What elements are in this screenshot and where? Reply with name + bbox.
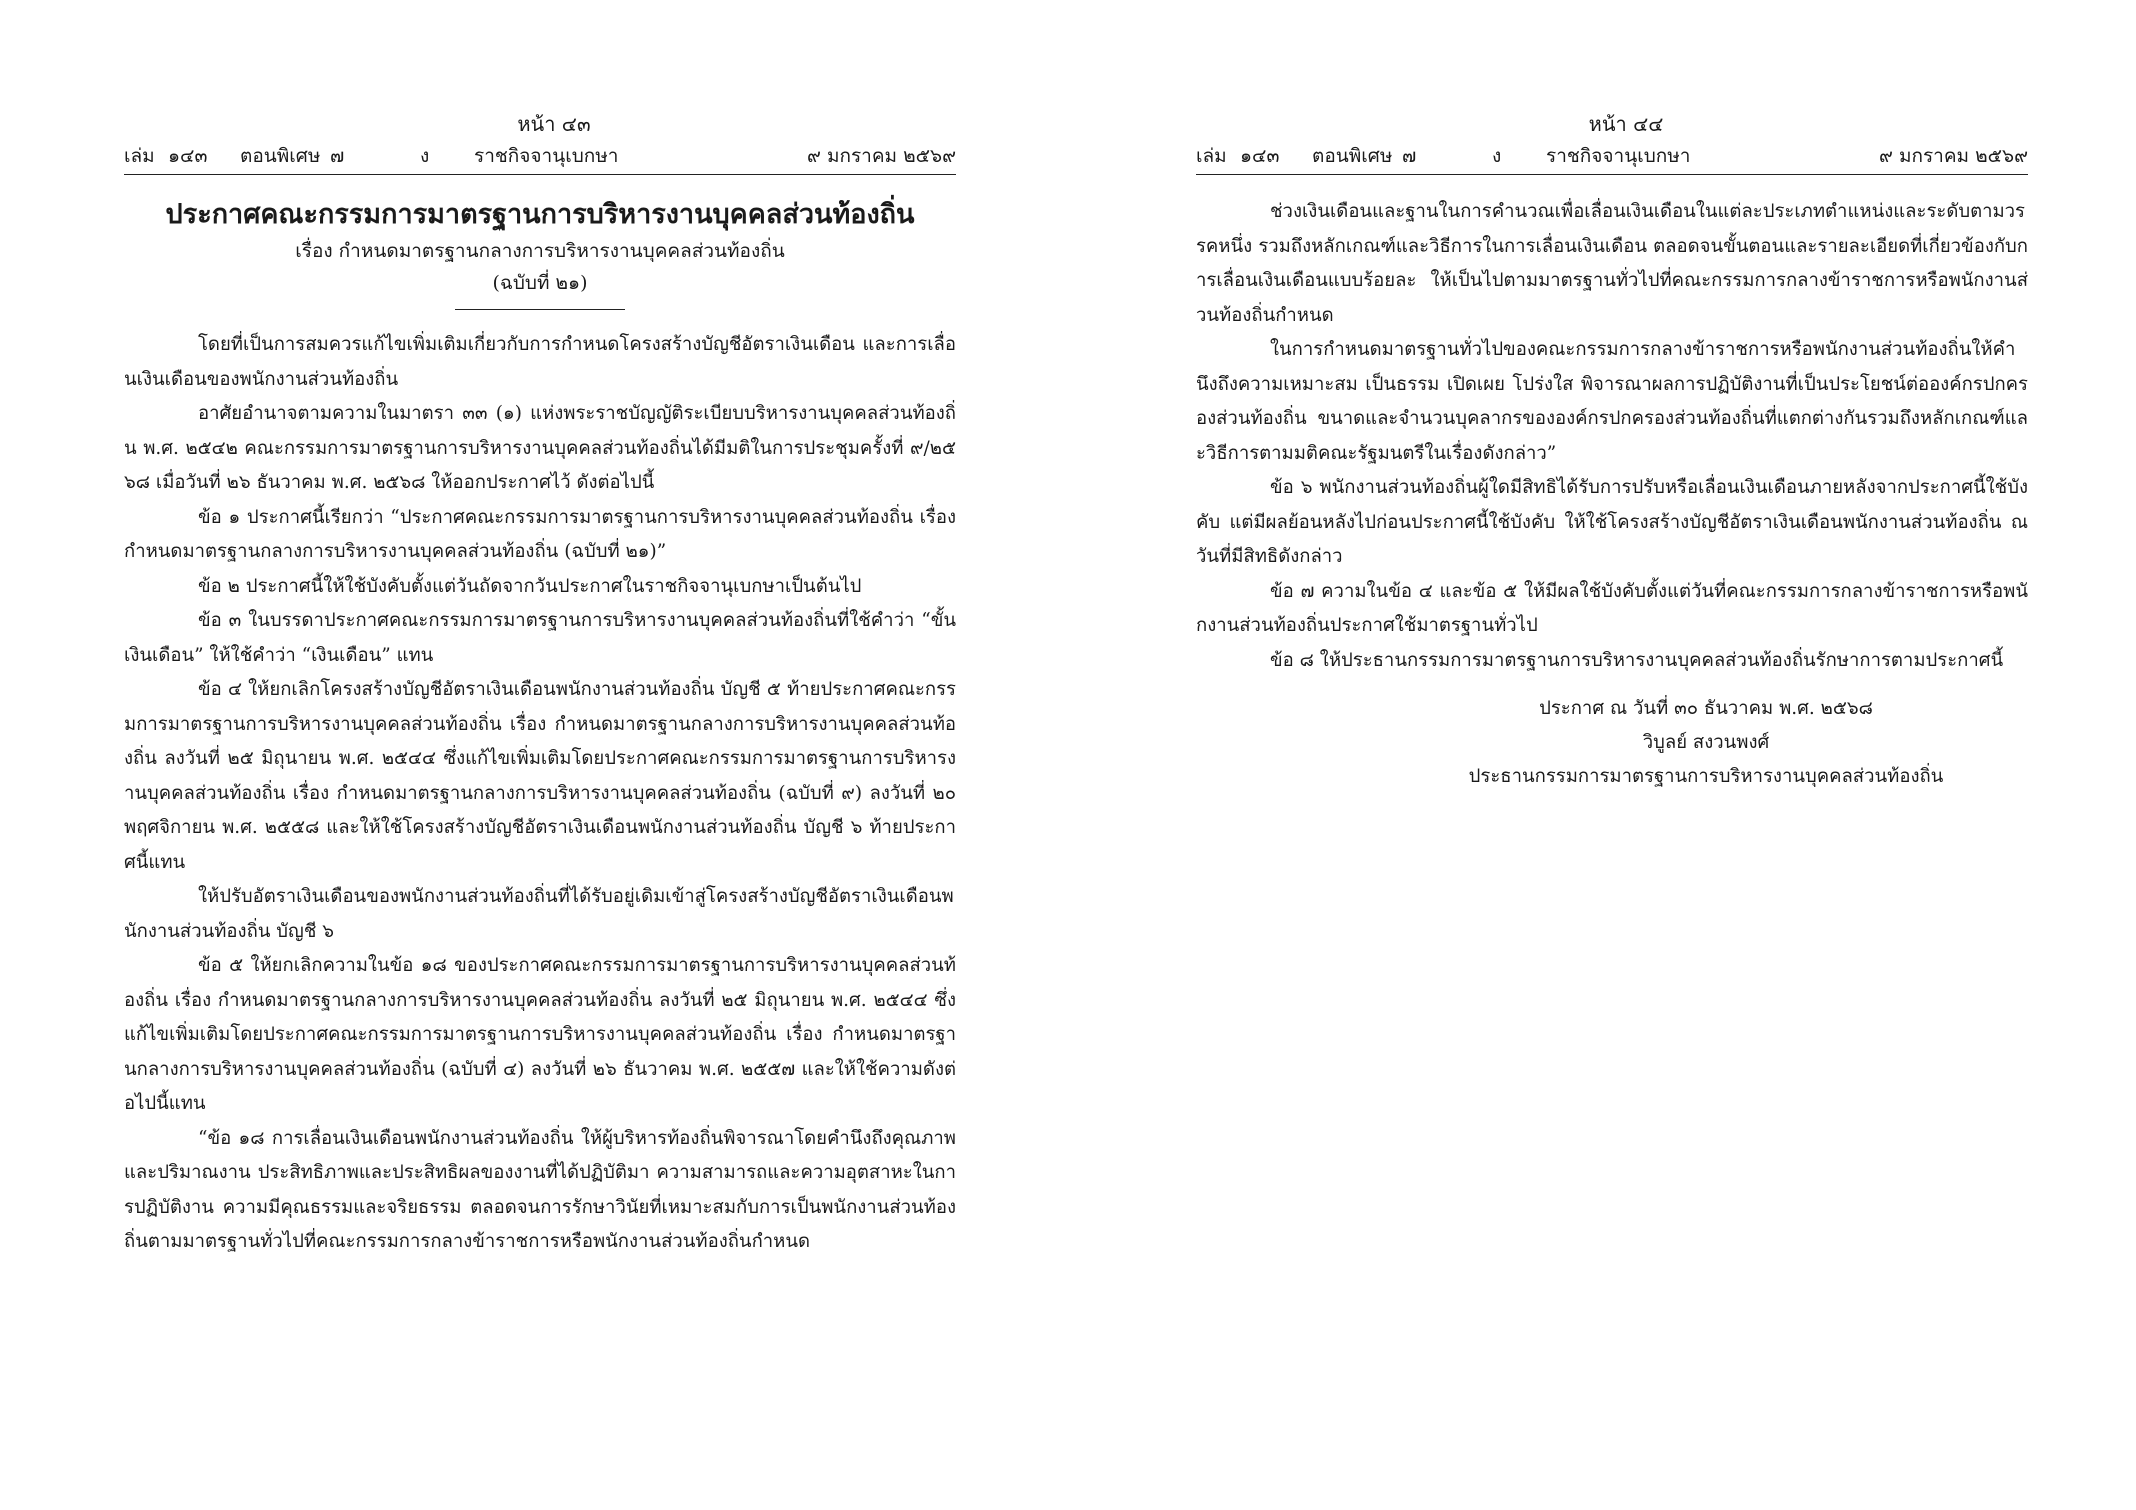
announcement-subject: เรื่อง กำหนดมาตรฐานกลางการบริหารงานบุคคลส่วนท้องถิ่น xyxy=(295,240,785,262)
paragraph: โดยที่เป็นการสมควรแก้ไขเพิ่มเติมเกี่ยวกับการกำหนดโครงสร้างบัญชีอัตราเงินเดือน และการเลื่อนเงินเดือนของพนักงานส่วนท้องถิ่น xyxy=(124,334,956,390)
publication-date: ๙ มกราคม ๒๕๖๙ xyxy=(1878,145,2028,167)
gazette-header xyxy=(124,142,956,175)
paragraph: ในการกำหนดมาตรฐานทั่วไปของคณะกรรมการกลางข้าราชการหรือพนักงานส่วนท้องถิ่นให้คำนึงถึงความเหมาะสม เป็นธรรม เปิดเผย โปร่งใส พิจารณาผลการปฏิบัติงานที่เป็นประโยชน์ต่อองค์กรปกครองส่วนท้องถิ่น ขนาดและจำนวนบุคลากรขององค์กรปกครองส่วนท้องถิ่นที่แตกต่างกันรวมถึงหลักเกณฑ์และวิธีการตามมติคณะรัฐมนตรีในเรื่องดังกล่าว” xyxy=(1196,339,2028,464)
issue-number: ๗ xyxy=(1402,145,1417,167)
paragraph: ช่วงเงินเดือนและฐานในการคำนวณเพื่อเลื่อนเงินเดือนในแต่ละประเภทตำแหน่งและระดับตามวรรคหนึ่ง รวมถึงหลักเกณฑ์และวิธีการในการเลื่อนเงินเดือน ตลอดจนขั้นตอนและรายละเอียดที่เกี่ยวข้องกับการเลื่อนเงินเดือนแบบร้อยละ ให้เป็นไปตามมาตรฐานทั่วไปที่คณะกรรมการกลางข้าราชการหรือพนักงานส่วนท้องถิ่นกำหนด xyxy=(1196,201,2028,326)
announcement-title: ประกาศคณะกรรมการมาตรฐานการบริหารงานบุคคลส่วนท้องถิ่น xyxy=(165,199,915,230)
paragraph: “ข้อ ๑๘ การเลื่อนเงินเดือนพนักงานส่วนท้องถิ่น ให้ผู้บริหารท้องถิ่นพิจารณาโดยคำนึงถึงคุณภาพและปริมาณงาน ประสิทธิภาพและประสิทธิผลของงานที่ได้ปฏิบัติมา ความสามารถและความอุตสาหะในการปฏิบัติงาน ความมีคุณธรรมและจริยธรรม ตลอดจนการรักษาวินัยที่เหมาะสมกับการเป็นพนักงานส่วนท้องถิ่นตามมาตรฐานทั่วไปที่คณะกรรมการกลางข้าราชการหรือพนักงานส่วนท้องถิ่นกำหนด xyxy=(124,1127,956,1252)
signatory-name: วิบูลย์ สงวนพงศ์ xyxy=(1642,732,1770,753)
page-43 xyxy=(124,110,956,1260)
paragraph: ข้อ ๖ พนักงานส่วนท้องถิ่นผู้ใดมีสิทธิได้รับการปรับหรือเลื่อนเงินเดือนภายหลังจากประกาศนี้ใช้บังคับ แต่มีผลย้อนหลังไปก่อนประกาศนี้ใช้บังคับ ให้ใช้โครงสร้างบัญชีอัตราเงินเดือนพนักงานส่วนท้องถิ่น ณ วันที่มีสิทธิดังกล่าว xyxy=(1196,477,2028,567)
announcement-edition: (ฉบับที่ ๒๑) xyxy=(492,272,588,294)
volume-number: ๑๔๓ xyxy=(1240,145,1280,167)
page-44 xyxy=(1196,110,2028,794)
gazette-name: ราชกิจจานุเบกษา xyxy=(474,145,619,167)
paragraph: ข้อ ๒ ประกาศนี้ให้ใช้บังคับตั้งแต่วันถัดจากวันประกาศในราชกิจจานุเบกษาเป็นต้นไป xyxy=(198,575,862,597)
paragraph: ข้อ ๗ ความในข้อ ๔ และข้อ ๕ ให้มีผลใช้บังคับตั้งแต่วันที่คณะกรรมการกลางข้าราชการหรือพนักงานส่วนท้องถิ่นประกาศใช้มาตรฐานทั่วไป xyxy=(1196,580,2028,636)
paragraph: อาศัยอำนาจตามความในมาตรา ๓๓ (๑) แห่งพระราชบัญญัติระเบียบบริหารงานบุคคลส่วนท้องถิ่น พ.ศ. ๒๕๔๒ คณะกรรมการมาตรฐานการบริหารงานบุคคลส่วนท้องถิ่นได้มีมติในการประชุมครั้งที่ ๙/๒๕๖๘ เมื่อวันที่ ๒๖ ธันวาคม พ.ศ. ๒๕๖๘ ให้ออกประกาศไว้ ดังต่อไปนี้ xyxy=(124,403,956,493)
volume-label: เล่ม xyxy=(124,145,155,167)
page-number: หน้า ๔๔ xyxy=(1588,112,1664,136)
paragraph: ข้อ ๘ ให้ประธานกรรมการมาตรฐานการบริหารงานบุคคลส่วนท้องถิ่นรักษาการตามประกาศนี้ xyxy=(1270,649,2004,671)
paragraph: ข้อ ๔ ให้ยกเลิกโครงสร้างบัญชีอัตราเงินเดือนพนักงานส่วนท้องถิ่น บัญชี ๕ ท้ายประกาศคณะกรรมการมาตรฐานการบริหารงานบุคคลส่วนท้องถิ่น เรื่อง กำหนดมาตรฐานกลางการบริหารงานบุคคลส่วนท้องถิ่น ลงวันที่ ๒๕ มิถุนายน พ.ศ. ๒๕๔๔ ซึ่งแก้ไขเพิ่มเติมโดยประกาศคณะกรรมการมาตรฐานการบริหารงานบุคคลส่วนท้องถิ่น เรื่อง กำหนดมาตรฐานกลางการบริหารงานบุคคลส่วนท้องถิ่น (ฉบับที่ ๙) ลงวันที่ ๒๐ พฤศจิกายน พ.ศ. ๒๕๕๘ และให้ใช้โครงสร้างบัญชีอัตราเงินเดือนพนักงานส่วนท้องถิ่น บัญชี ๖ ท้ายประกาศนี้แทน xyxy=(124,679,956,873)
signatory-position: ประธานกรรมการมาตรฐานการบริหารงานบุคคลส่วนท้องถิ่น xyxy=(1468,766,1944,787)
body-text xyxy=(124,328,956,1260)
issue-code: ง xyxy=(420,145,430,167)
issue-label: ตอนพิเศษ xyxy=(240,145,321,167)
volume-number: ๑๔๓ xyxy=(168,145,208,167)
publication-date: ๙ มกราคม ๒๕๖๙ xyxy=(806,145,956,167)
paragraph: ให้ปรับอัตราเงินเดือนของพนักงานส่วนท้องถิ่นที่ได้รับอยู่เดิมเข้าสู่โครงสร้างบัญชีอัตราเงินเดือนพนักงานส่วนท้องถิ่น บัญชี ๖ xyxy=(124,886,954,942)
volume-label: เล่ม xyxy=(1196,145,1227,167)
body-text xyxy=(1196,195,2028,678)
issue-label: ตอนพิเศษ xyxy=(1312,145,1393,167)
paragraph: ข้อ ๑ ประกาศนี้เรียกว่า “ประกาศคณะกรรมการมาตรฐานการบริหารงานบุคคลส่วนท้องถิ่น เรื่อง กำหนดมาตรฐานกลางการบริหารงานบุคคลส่วนท้องถิ่น (ฉบับที่ ๒๑)” xyxy=(124,506,956,562)
signature-date: ประกาศ ณ วันที่ ๓๐ ธันวาคม พ.ศ. ๒๕๖๘ xyxy=(1539,698,1873,719)
paragraph: ข้อ ๕ ให้ยกเลิกความในข้อ ๑๘ ของประกาศคณะกรรมการมาตรฐานการบริหารงานบุคคลส่วนท้องถิ่น เรื่อง กำหนดมาตรฐานกลางการบริหารงานบุคคลส่วนท้องถิ่น ลงวันที่ ๒๕ มิถุนายน พ.ศ. ๒๕๔๔ ซึ่งแก้ไขเพิ่มเติมโดยประกาศคณะกรรมการมาตรฐานการบริหารงานบุคคลส่วนท้องถิ่น เรื่อง กำหนดมาตรฐานกลางการบริหารงานบุคคลส่วนท้องถิ่น (ฉบับที่ ๔) ลงวันที่ ๒๖ ธันวาคม พ.ศ. ๒๕๕๗ และให้ใช้ความดังต่อไปนี้แทน xyxy=(124,955,956,1114)
gazette-name: ราชกิจจานุเบกษา xyxy=(1546,145,1691,167)
signature-block xyxy=(1446,692,1966,794)
issue-number: ๗ xyxy=(330,145,345,167)
gazette-header xyxy=(1196,142,2028,175)
title-divider xyxy=(455,309,625,310)
paragraph: ข้อ ๓ ในบรรดาประกาศคณะกรรมการมาตรฐานการบริหารงานบุคคลส่วนท้องถิ่นที่ใช้คำว่า “ขั้นเงินเดือน” ให้ใช้คำว่า “เงินเดือน” แทน xyxy=(124,610,956,666)
page-number: หน้า ๔๓ xyxy=(517,112,591,136)
issue-code: ง xyxy=(1492,145,1502,167)
